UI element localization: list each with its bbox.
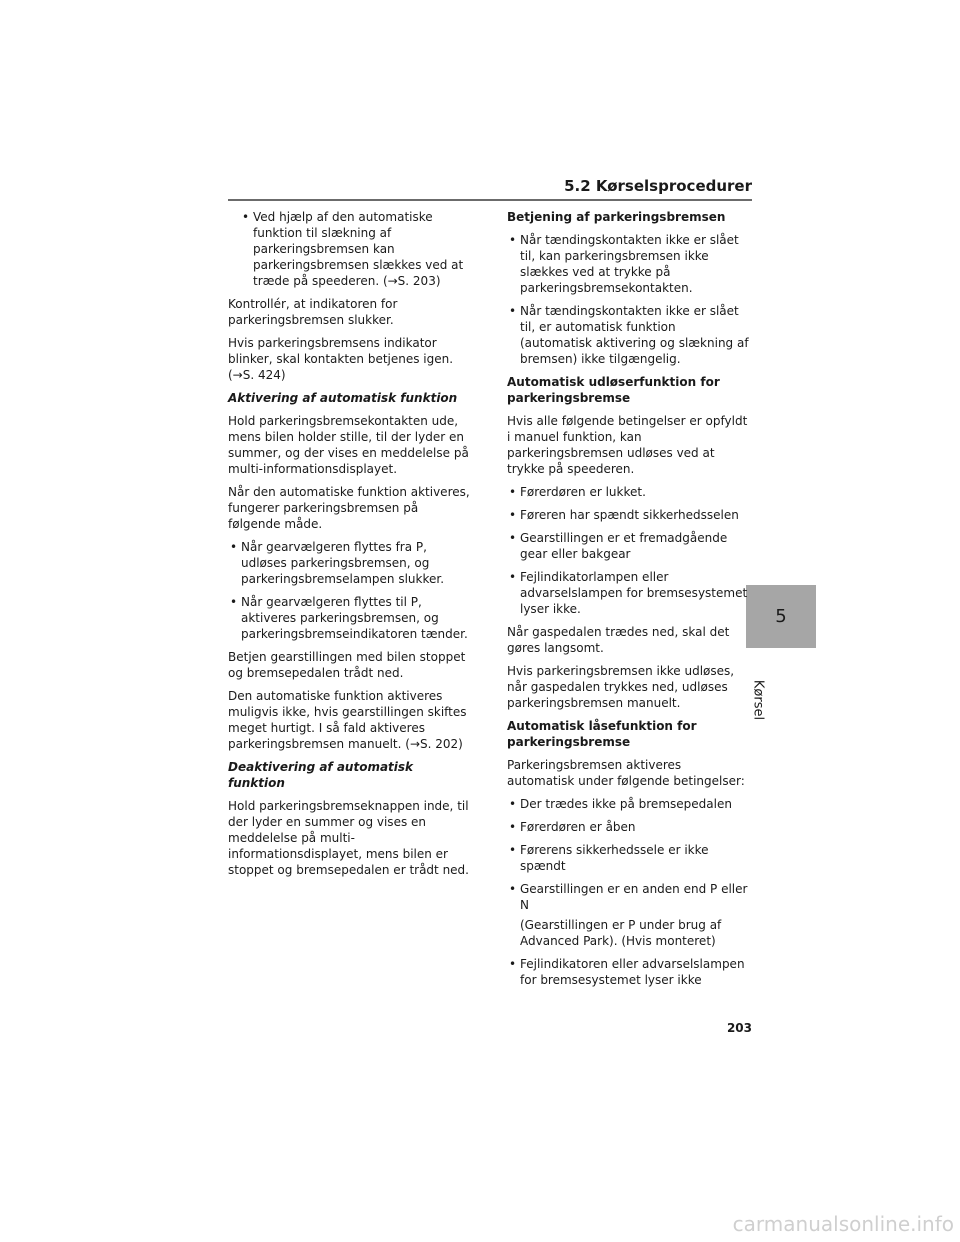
list-item: • Gearstillingen er et fremadgående gear eller bakgear bbox=[507, 530, 749, 562]
right-column bbox=[507, 209, 749, 995]
header-divider bbox=[228, 199, 752, 201]
paragraph: Hold parkeringsbremseknappen inde, til der lyder en summer og vises en meddelelse på multi-informationsdisplayet, mens bilen er stoppet og bremsepedalen er trådt ned. bbox=[228, 799, 469, 877]
bullet-list bbox=[507, 796, 749, 913]
subheading: Automatisk låsefunktion for parkeringsbremse bbox=[507, 719, 697, 749]
subheading: Automatisk udløserfunktion for parkeringsbremse bbox=[507, 375, 720, 405]
subheading: Aktivering af automatisk funktion bbox=[228, 391, 458, 405]
list-item: • Der trædes ikke på bremsepedalen bbox=[507, 796, 749, 812]
list-item: • Fejlindikatoren eller advarselslampen for bremsesystemet lyser ikke bbox=[507, 956, 749, 988]
list-item-note: (Gearstillingen er P under brug af Advanced Park). (Hvis monteret) bbox=[520, 918, 722, 948]
paragraph: Hvis alle følgende betingelser er opfyldt i manuel funktion, kan parkeringsbremsen udløses ved at trykke på speederen. bbox=[507, 414, 748, 476]
watermark: carmanualsonline.info bbox=[732, 1212, 954, 1236]
top-bullet-list bbox=[228, 209, 470, 289]
list-item: • Gearstillingen er en anden end P eller N bbox=[507, 881, 749, 913]
list-item: • Når tændingskontakten ikke er slået til, er automatisk funktion (automatisk aktivering og slækning af bremsen) ikke tilgængelig. bbox=[507, 303, 749, 367]
bullet-list bbox=[507, 484, 749, 617]
list-item: • Når gearvælgeren flyttes til P, aktiveres parkeringsbremsen, og parkeringsbremseindikatoren tænder. bbox=[228, 594, 470, 642]
paragraph: Den automatiske funktion aktiveres muligvis ikke, hvis gearstillingen skiftes meget hurtigt. I så fald aktiveres parkeringsbremsen manuelt. (→S. 202) bbox=[228, 689, 467, 751]
subheading: Deaktivering af automatisk funktion bbox=[228, 760, 414, 790]
list-item: • Føreren har spændt sikkerhedsselen bbox=[507, 507, 749, 523]
chapter-tab bbox=[746, 585, 816, 648]
chapter-label: Kørsel bbox=[750, 679, 766, 721]
paragraph: Når gaspedalen trædes ned, skal det gøres langsomt. bbox=[507, 625, 730, 655]
section-title: 5.2 Kørselsprocedurer bbox=[564, 177, 752, 195]
list-item: • Når gearvælgeren flyttes fra P, udløses parkeringsbremsen, og parkeringsbremselampen slukker. bbox=[228, 539, 470, 587]
bullet-list bbox=[507, 232, 749, 367]
paragraph: Hvis parkeringsbremsens indikator blinker, skal kontakten betjenes igen. (→S. 424) bbox=[228, 336, 454, 382]
list-item: • Førerens sikkerhedssele er ikke spændt bbox=[507, 842, 749, 874]
subheading: Betjening af parkeringsbremsen bbox=[507, 210, 726, 224]
paragraph: Parkeringsbremsen aktiveres automatisk under følgende betingelser: bbox=[507, 758, 745, 788]
paragraph: Hvis parkeringsbremsen ikke udløses, når gaspedalen trykkes ned, udløses parkeringsbremsen manuelt. bbox=[507, 664, 735, 710]
list-item: • Førerdøren er åben bbox=[507, 819, 749, 835]
paragraph: Betjen gearstillingen med bilen stoppet og bremsepedalen trådt ned. bbox=[228, 650, 466, 680]
left-column bbox=[228, 209, 470, 885]
list-item: • Når tændingskontakten ikke er slået til, kan parkeringsbremsen ikke slækkes ved at trykke på parkeringsbremsekontakten. bbox=[507, 232, 749, 296]
list-item: • Fejlindikatorlampen eller advarselslampen for bremsesystemet lyser ikke. bbox=[507, 569, 749, 617]
list-item: • Ved hjælp af den automatiske funktion til slækning af parkeringsbremsen kan parkeringsbremsen slækkes ved at træde på speederen. (→S. 203) bbox=[240, 209, 470, 289]
paragraph: Når den automatiske funktion aktiveres, fungerer parkeringsbremsen på følgende måde. bbox=[228, 485, 470, 531]
bullet-list bbox=[507, 956, 749, 988]
chapter-number: 5 bbox=[775, 606, 787, 627]
paragraph: Hold parkeringsbremsekontakten ude, mens bilen holder stille, til der lyder en summer, og der vises en meddelelse på multi-informationsdisplayet. bbox=[228, 414, 469, 476]
list-item: • Førerdøren er lukket. bbox=[507, 484, 749, 500]
page-number: 203 bbox=[726, 1021, 752, 1035]
paragraph: Kontrollér, at indikatoren for parkeringsbremsen slukker. bbox=[228, 297, 398, 327]
bullet-list bbox=[228, 539, 470, 642]
